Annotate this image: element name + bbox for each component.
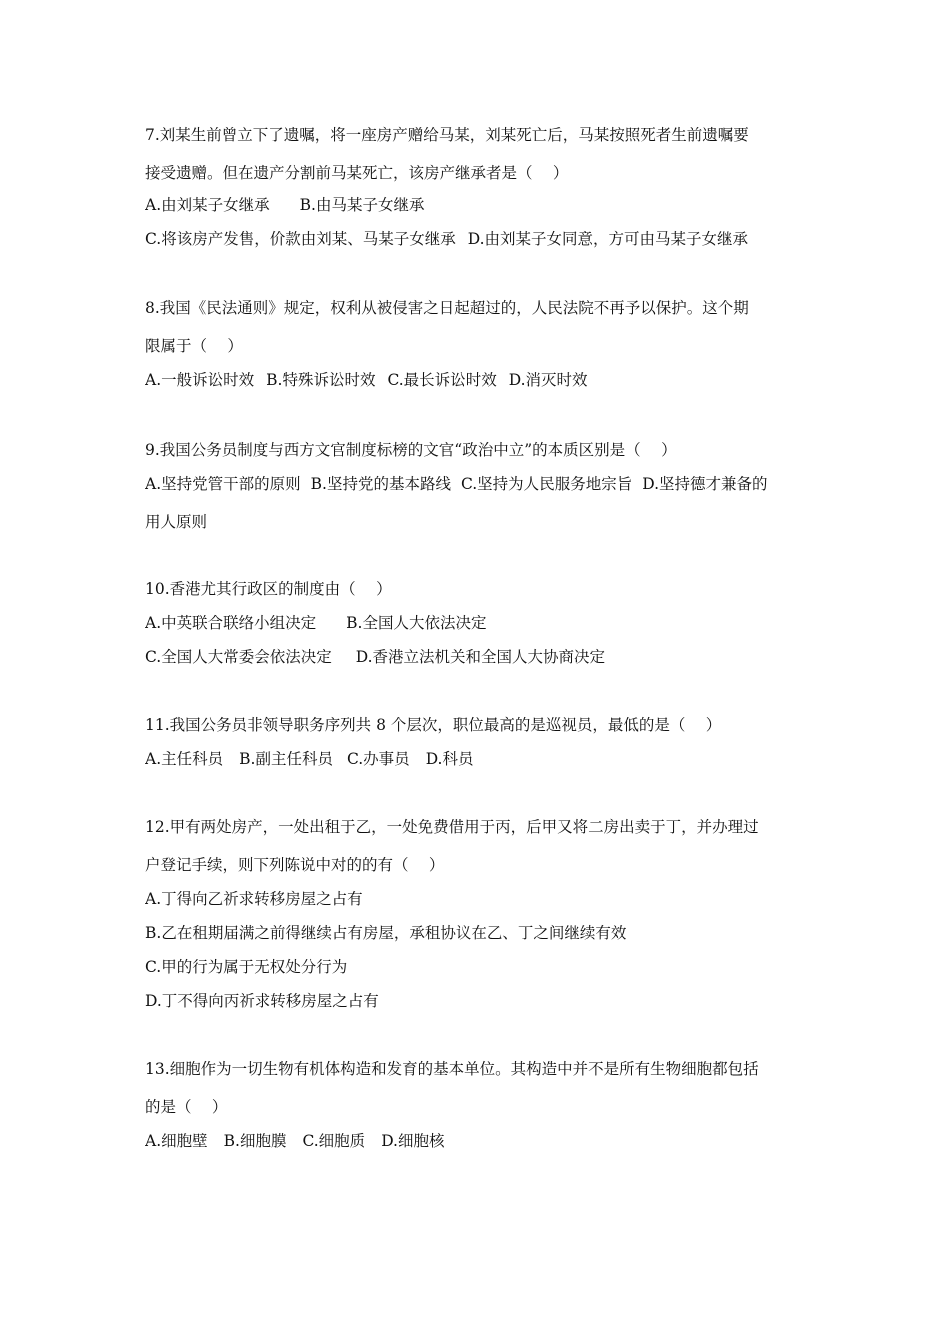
question-text-line: 13.细胞作为一切生物有机体构造和发育的基本单位。其构造中并不是所有生物细胞都包括 [145,1060,759,1078]
option-c: C.细胞质 [302,1132,366,1150]
option-b: B.特殊诉讼时效 [266,371,376,389]
option-row [145,194,810,228]
option-c: C.全国人大常委会依法决定 [145,648,332,666]
option-a: A.主任科员 [145,750,224,768]
option-c: C.办事员 [346,750,410,768]
option-row [145,646,810,680]
option-d: D.由刘某子女同意，方可由马某子女继承 [467,230,749,248]
option-row [145,511,810,545]
question-12 [145,816,810,1024]
option-row [145,922,810,956]
option-row [145,369,810,403]
option-d: D.科员 [425,750,474,768]
question-text-line: 12.甲有两处房产，一处出租于乙，一处免费借用于丙，后甲又将二房出卖于丁，并办理过 [145,818,759,836]
question-text-line: 7.刘某生前曾立下了遗嘱，将一座房产赠给马某，刘某死亡后，马某按照死者生前遗嘱要 [145,126,749,144]
option-a: A.坚持党管干部的原则 [145,475,301,493]
option-c: C.将该房产发售，价款由刘某、马某子女继承 [145,230,456,248]
question-9 [145,439,810,545]
option-row [145,990,810,1024]
option-d: D.细胞核 [381,1132,445,1150]
option-d: D.消灭时效 [508,371,588,389]
option-a: A.丁得向乙祈求转移房屋之占有 [145,890,363,908]
option-b: B.副主任科员 [239,750,333,768]
question-8 [145,297,810,403]
option-a: A.中英联合联络小组决定 [145,614,317,632]
question-text-line: 的是（ ） [145,1098,228,1116]
question-text-line: 8.我国《民法通则》规定，权利从被侵害之日起超过的，人民法院不再予以保护。这个期 [145,299,749,317]
option-row [145,956,810,990]
question-13 [145,1058,810,1164]
option-row [145,473,810,511]
question-text-line: 11.我国公务员非领导职务序列共 8 个层次，职位最高的是巡视员，最低的是（ ） [145,716,722,734]
question-10 [145,578,810,680]
option-row [145,1130,810,1164]
option-d-continued: 用人原则 [145,513,208,531]
option-b: B.由马某子女继承 [299,196,425,214]
option-d: D.坚持德才兼备的 [642,475,768,493]
option-b: B.坚持党的基本路线 [310,475,451,493]
option-row [145,888,810,922]
question-text-line: 9.我国公务员制度与西方文官制度标榜的文官“政治中立”的本质区别是（ ） [145,441,677,459]
question-text-line: 10.香港尤其行政区的制度由（ ） [145,580,392,598]
question-7 [145,124,810,262]
option-c: C.最长诉讼时效 [387,371,497,389]
option-c: C.甲的行为属于无权处分行为 [145,958,348,976]
option-c: C.坚持为人民服务地宗旨 [460,475,633,493]
option-d: D.丁不得向丙祈求转移房屋之占有 [145,992,379,1010]
option-b: B.全国人大依法决定 [346,614,487,632]
question-text-line: 接受遗赠。但在遗产分割前马某死亡，该房产继承者是（ ） [145,164,569,182]
option-d: D.香港立法机关和全国人大协商决定 [355,648,606,666]
option-row [145,228,810,262]
option-a: A.一般诉讼时效 [145,371,255,389]
question-text-line: 户登记手续，则下列陈说中对的的有（ ） [145,856,445,874]
option-a: A.细胞壁 [145,1132,208,1150]
option-a: A.由刘某子女继承 [145,196,270,214]
question-11 [145,714,810,782]
option-b: B.乙在租期届满之前得继续占有房屋，承租协议在乙、丁之间继续有效 [145,924,627,942]
question-text-line: 限属于（ ） [145,337,243,355]
option-row [145,748,810,782]
option-row [145,612,810,646]
option-b: B.细胞膜 [223,1132,287,1150]
